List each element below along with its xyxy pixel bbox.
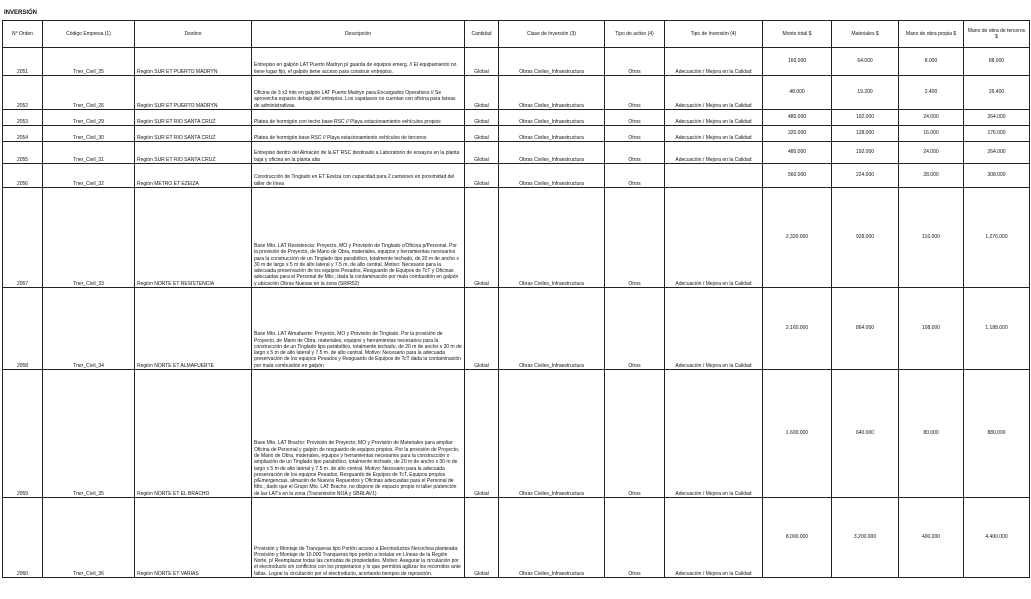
- table-row: [3, 76, 1030, 110]
- cell-monto: 480.000: [763, 142, 832, 164]
- cell-cantidad: Global: [465, 164, 499, 188]
- header-destino: Destino: [135, 21, 252, 48]
- cell-clase: Obras Civiles_Infraestructura: [499, 288, 605, 370]
- cell-clase: Obras Civiles_Infraestructura: [499, 126, 605, 142]
- cell-tipo-inversion: Adecuación / Mejora en la Calidad: [665, 188, 763, 288]
- cell-materiales: 928.000: [832, 188, 899, 288]
- table-row: [3, 126, 1030, 142]
- header-tipo-inversion: Tipo de Inversión (4): [665, 21, 763, 48]
- cell-descripcion: Oficina de 3 x3 mts en galpón LAT Puerto Madryn para Encargados Operativos // Se aprovecha espacio debajo del entrepiso. Los capataces no cuentan con oficina para tareas de administrativas.: [252, 76, 465, 110]
- cell-destino: Región METRO ET EZEIZA: [135, 164, 252, 188]
- cell-tipo-activo: Otros: [605, 498, 665, 578]
- cell-tipo-activo: Otros: [605, 288, 665, 370]
- cell-mano-terceros: 4.400.000: [964, 498, 1030, 578]
- cell-materiales: 3.200.000: [832, 498, 899, 578]
- cell-materiales: 192.000: [832, 110, 899, 126]
- header-clase: Clase de Inversión (3): [499, 21, 605, 48]
- cell-monto: 1.600.000: [763, 370, 832, 498]
- cell-mano-terceros: 1.188.000: [964, 288, 1030, 370]
- cell-codigo: Tner_Civil_34: [43, 288, 135, 370]
- cell-mano-propia: 16.000: [899, 126, 964, 142]
- cell-mano-terceros: 1.276.000: [964, 188, 1030, 288]
- cell-mano-terceros: 176.000: [964, 126, 1030, 142]
- cell-mano-propia: 400.000: [899, 498, 964, 578]
- cell-tipo-activo: Otros: [605, 76, 665, 110]
- table-row: [3, 498, 1030, 578]
- cell-clase: Obras Civiles_Infraestructura: [499, 142, 605, 164]
- cell-descripcion: Base Mto. LAT Almafuerte: Proyecto, MO y Provisión de Tinglado. Por la provisión de Proyecto, de Mano de Obra, materiales, equipos y herramientas necesarios para la construcción de un Tinglado tipo parabólico, totalmente techado, de 20 m de ancho x 30 m de largo x 5 m de alto lateral y 7.5 m. de alto central. Motivo: Necesario para la adecuada preservación de los equipos Pesados y Resguardo de Equipos de TcT dada la contaminación por mala combustión en galpón: [252, 288, 465, 370]
- table-row: [3, 164, 1030, 188]
- cell-materiales: 19.200: [832, 76, 899, 110]
- cell-clase: Obras Civiles_Infraestructura: [499, 188, 605, 288]
- cell-tipo-inversion: Adecuación / Mejora en la Calidad: [665, 126, 763, 142]
- cell-mano-terceros: 264.000: [964, 110, 1030, 126]
- cell-tipo-inversion: Adecuación / Mejora en la Calidad: [665, 498, 763, 578]
- cell-destino: Región SUR ET RIO SANTA CRUZ: [135, 126, 252, 142]
- table-row: [3, 188, 1030, 288]
- header-codigo: Código Empresa (1): [43, 21, 135, 48]
- cell-mano-terceros: 880.000: [964, 370, 1030, 498]
- cell-materiales: 640.000: [832, 370, 899, 498]
- cell-tipo-inversion: Adecuación / Mejora en la Calidad: [665, 370, 763, 498]
- cell-cantidad: Global: [465, 288, 499, 370]
- header-orden: N° Orden: [3, 21, 43, 48]
- header-descripcion: Descripción: [252, 21, 465, 48]
- cell-tipo-activo: Otros: [605, 164, 665, 188]
- cell-monto: 560.000: [763, 164, 832, 188]
- cell-orden: 2057: [3, 188, 43, 288]
- cell-descripcion: Platea de hormigón con techo base RSC // Playa estacionamiento vehículos propios: [252, 110, 465, 126]
- cell-mano-propia: 108.000: [899, 288, 964, 370]
- cell-mano-propia: 8.000: [899, 48, 964, 76]
- cell-destino: Región SUR ET RIO SANTA CRUZ: [135, 142, 252, 164]
- cell-monto: 2.320.000: [763, 188, 832, 288]
- table-row: [3, 142, 1030, 164]
- cell-cantidad: Global: [465, 498, 499, 578]
- cell-descripcion: Base Mto. LAT Bracho: Provisión de Proyecto, MO y Provisión de Materiales para ampliar Oficina de Personal y galpón de resguardo de equipos propios. Por la provisión de Proyecto, de Mano de Obra, materiales, equipos y herramientas necesarios para la construcción o ampliación de un Tinglado tipo parabólico, totalmente techado, de 20 m de ancho x 30 m de largo x 5 m de alto lateral y 7.5 m. de alto central. Motivo: Necesario para la adecuada preservación de los equipos Pesados, Resguardo de Equipos de TcT, Equipos propios p/Emergencias, almacén de Nuevos Repuestos y Oficinas adecuadas para el Personal de Mto., dado que el Grupo Mto. LAT Bracho, no dispone de espacio propio ni taller p/atención de las LAT's en la zona (Transmisión NOA y SBRLAV1): [252, 370, 465, 498]
- cell-materiales: 128.000: [832, 126, 899, 142]
- header-mano-terceros: Mano de obra de terceros $: [964, 21, 1030, 48]
- cell-tipo-inversion: Adecuación / Mejora en la Calidad: [665, 288, 763, 370]
- cell-codigo: Tner_Civil_29: [43, 110, 135, 126]
- cell-orden: 2051: [3, 48, 43, 76]
- header-tipo-activo: Tipo de activo (4): [605, 21, 665, 48]
- cell-codigo: Tner_Civil_26: [43, 76, 135, 110]
- cell-orden: 2059: [3, 370, 43, 498]
- cell-destino: Región NORTE ET ALMAFUERTE: [135, 288, 252, 370]
- cell-codigo: Tner_Civil_35: [43, 370, 135, 498]
- cell-orden: 2056: [3, 164, 43, 188]
- cell-mano-propia: 24.000: [899, 110, 964, 126]
- cell-cantidad: Global: [465, 76, 499, 110]
- cell-orden: 2052: [3, 76, 43, 110]
- cell-tipo-inversion: [665, 164, 763, 188]
- cell-clase: Obras Civiles_Infraestructura: [499, 498, 605, 578]
- cell-destino: Región SUR ET PUERTO MADRYN: [135, 76, 252, 110]
- cell-mano-terceros: 308.000: [964, 164, 1030, 188]
- header-materiales: Materiales $: [832, 21, 899, 48]
- cell-monto: 320.000: [763, 126, 832, 142]
- cell-mano-propia: 24.000: [899, 142, 964, 164]
- cell-codigo: Tner_Civil_32: [43, 164, 135, 188]
- cell-tipo-inversion: Adecuación / Mejora en la Calidad: [665, 110, 763, 126]
- cell-mano-terceros: 88.000: [964, 48, 1030, 76]
- table-row: [3, 370, 1030, 498]
- cell-descripcion: Provisión y Montaje de Tranqueras tipo Portón acceso a Electroductos Necochea planteada: Provisión y Montaje de 10.000 Tranqueras tipo portón a instalar en Líneas de la Región Norte, p/ Reemplazar todas las cerradas de propiedades. Motivo: Asegurar la circulación por el electroducto sin conflictos con los propietarios y lo que permitirá agilizar los recorridos ante fallas. Lograr la circulación por el electroducto, acortando tiempos de reposición.: [252, 498, 465, 578]
- header-monto: Monto total $: [763, 21, 832, 48]
- cell-mano-terceros: 26.400: [964, 76, 1030, 110]
- cell-tipo-activo: Otros: [605, 188, 665, 288]
- cell-orden: 2060: [3, 498, 43, 578]
- cell-descripcion: Entrepiso en galpón LAT Puerto Madryn p/ guarda de equipos emerg. // El equipamiento no tiene lugar fijo, el galpón tiene acceso para construir entrepiso.: [252, 48, 465, 76]
- cell-cantidad: Global: [465, 188, 499, 288]
- cell-codigo: Tner_Civil_30: [43, 126, 135, 142]
- table-row: [3, 48, 1030, 76]
- cell-destino: Región SUR ET RIO SANTA CRUZ: [135, 110, 252, 126]
- cell-clase: Obras Civiles_Infraestructura: [499, 370, 605, 498]
- cell-monto: 8.000.000: [763, 498, 832, 578]
- cell-orden: 2058: [3, 288, 43, 370]
- cell-tipo-activo: Otros: [605, 142, 665, 164]
- cell-codigo: Tner_Civil_25: [43, 48, 135, 76]
- cell-destino: Región NORTE ET RESISTENCIA: [135, 188, 252, 288]
- cell-destino: Región SUR ET PUERTO MADRYN: [135, 48, 252, 76]
- cell-cantidad: Global: [465, 48, 499, 76]
- cell-clase: Obras Civiles_Infraestructura: [499, 164, 605, 188]
- cell-monto: 2.160.000: [763, 288, 832, 370]
- cell-destino: Región NORTE ET VARIAS: [135, 498, 252, 578]
- cell-tipo-inversion: Adecuación / Mejora en la Calidad: [665, 48, 763, 76]
- cell-materiales: 864.000: [832, 288, 899, 370]
- table-row: [3, 110, 1030, 126]
- cell-clase: Obras Civiles_Infraestructura: [499, 76, 605, 110]
- cell-cantidad: Global: [465, 142, 499, 164]
- cell-tipo-activo: Otros: [605, 48, 665, 76]
- cell-descripcion: Base Mto. LAT Resistencia: Proyecto, MO y Provisión de Tinglado c/Oficina p/Personal. Por la provisión de Proyecto, de Mano de Obra, materiales, equipos y herramientas necesarios para la construcción de un Tinglado tipo parabólico, totalmente techado, de 20 m de ancho x 30 m de largo x 5 m de alto lateral y 7.5 m. de alto central. Motivo: Necesario para la adecuada preservación de los equipos Pesados, Resguardo de Equipos de TcT y Oficinas adecuadas para el Personal de Mto.; dada la contaminación por mala combustión en galpón y ubicación Obras Nuevas en la zona (SRIR52): [252, 188, 465, 288]
- cell-tipo-activo: Otros: [605, 110, 665, 126]
- cell-tipo-activo: Otros: [605, 370, 665, 498]
- cell-cantidad: Global: [465, 110, 499, 126]
- cell-destino: Región NORTE ET EL BRACHO: [135, 370, 252, 498]
- cell-descripcion: Construcción de Tinglado en ET Ezeiza con capacidad para 2 camiones en proximidad del taller de línea: [252, 164, 465, 188]
- cell-codigo: Tner_Civil_31: [43, 142, 135, 164]
- section-title: INVERSIÓN: [4, 10, 38, 16]
- cell-codigo: Tner_Civil_33: [43, 188, 135, 288]
- cell-orden: 2054: [3, 126, 43, 142]
- header-cantidad: Cantidad: [465, 21, 499, 48]
- cell-materiales: 64.000: [832, 48, 899, 76]
- investment-table: [2, 20, 1030, 578]
- cell-tipo-activo: Otros: [605, 126, 665, 142]
- cell-mano-terceros: 264.000: [964, 142, 1030, 164]
- cell-cantidad: Global: [465, 126, 499, 142]
- cell-materiales: 224.000: [832, 164, 899, 188]
- cell-orden: 2055: [3, 142, 43, 164]
- cell-mano-propia: 28.000: [899, 164, 964, 188]
- cell-codigo: Tner_Civil_36: [43, 498, 135, 578]
- cell-tipo-inversion: Adecuación / Mejora en la Calidad: [665, 76, 763, 110]
- cell-monto: 160.000: [763, 48, 832, 76]
- cell-orden: 2053: [3, 110, 43, 126]
- cell-descripcion: Entrepiso dentro del Almacén de la ET RSC destinado a Laboratorio de ensayos en la planta baja y oficina en la planta alta: [252, 142, 465, 164]
- cell-monto: 480.000: [763, 110, 832, 126]
- cell-materiales: 192.000: [832, 142, 899, 164]
- cell-cantidad: Global: [465, 370, 499, 498]
- cell-mano-propia: 80.000: [899, 370, 964, 498]
- cell-clase: Obras Civiles_Infraestructura: [499, 48, 605, 76]
- cell-mano-propia: 116.000: [899, 188, 964, 288]
- cell-tipo-inversion: Adecuación / Mejora en la Calidad: [665, 142, 763, 164]
- header-row: [3, 21, 1030, 48]
- cell-descripcion: Platea de hormigón base RSC // Playa estacionamiento vehículos de terceros: [252, 126, 465, 142]
- cell-clase: Obras Civiles_Infraestructura: [499, 110, 605, 126]
- cell-mano-propia: 2.400: [899, 76, 964, 110]
- header-mano-propia: Mano de obra propia $: [899, 21, 964, 48]
- table-row: [3, 288, 1030, 370]
- cell-monto: 48.000: [763, 76, 832, 110]
